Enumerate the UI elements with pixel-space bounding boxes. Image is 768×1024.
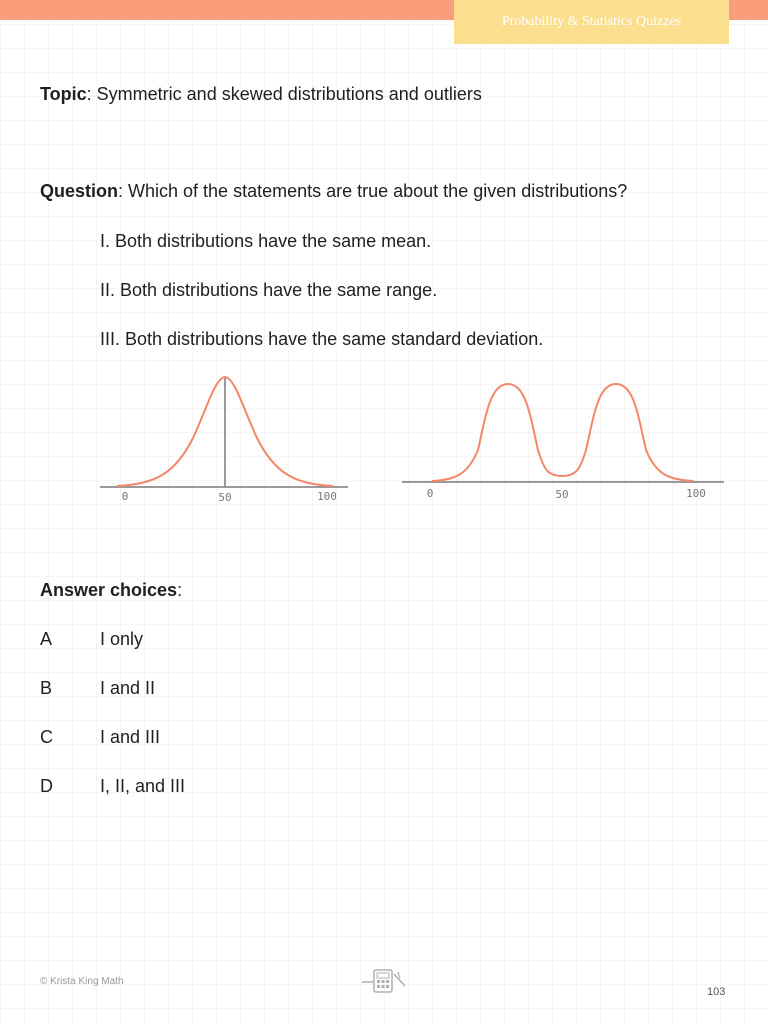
tick-label: 100 (317, 490, 337, 503)
question-text: : Which of the statements are true about the given distributions? (118, 181, 628, 201)
question-label: Question (40, 181, 119, 201)
graph-symmetric (95, 370, 355, 510)
tick-label: 100 (686, 487, 706, 500)
tick-label: 50 (218, 491, 232, 504)
choice-b-letter[interactable]: B (40, 678, 53, 698)
question-line (40, 181, 627, 202)
topic-line (40, 84, 482, 105)
statement-3: III. Both distributions have the same standard deviation. (100, 329, 544, 349)
statement-1: I. Both distributions have the same mean. (100, 231, 432, 251)
topic-text: : Symmetric and skewed distributions and outliers (86, 84, 482, 104)
choice-c-text[interactable]: I and III (100, 727, 161, 747)
statement-2: II. Both distributions have the same range. (100, 280, 438, 300)
footer-copyright: © Krista King Math (40, 976, 124, 987)
distribution-curve (432, 384, 694, 481)
calculator-logo-icon (360, 966, 408, 996)
header-tab (454, 0, 729, 44)
tick-label: 50 (555, 488, 569, 501)
choice-d-text[interactable]: I, II, and III (100, 776, 186, 796)
choice-a-letter[interactable]: A (40, 629, 53, 649)
answer-choices-heading (40, 580, 182, 601)
answer-choices-label: Answer choices (40, 580, 178, 600)
page-number: 103 (707, 986, 726, 998)
header-tab-label: Probability & Statistics Quizzes (501, 14, 682, 29)
answer-choices-colon: : (177, 580, 183, 600)
topic-label: Topic (40, 84, 87, 104)
choice-c-letter[interactable]: C (40, 727, 53, 747)
graph-bimodal (398, 370, 728, 510)
tick-label: 0 (426, 487, 434, 500)
choice-b-text[interactable]: I and II (100, 678, 156, 698)
tick-label: 0 (121, 490, 129, 503)
choice-d-letter[interactable]: D (40, 776, 53, 796)
choice-a-text[interactable]: I only (100, 629, 144, 649)
